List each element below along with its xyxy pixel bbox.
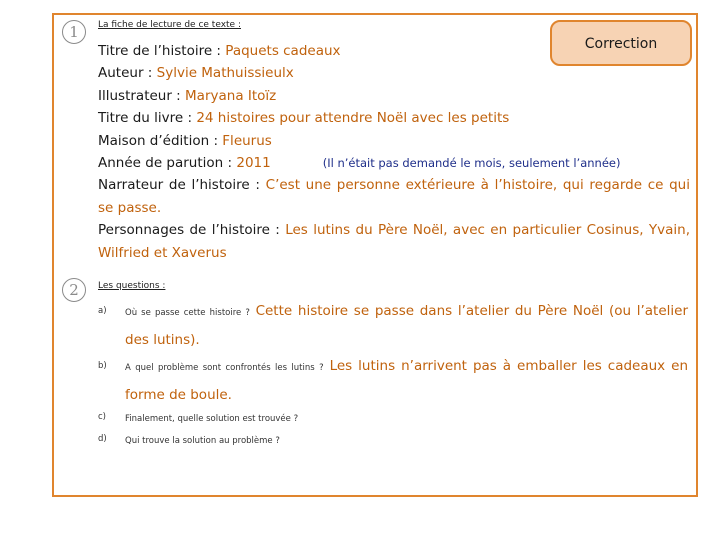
question-d	[98, 426, 688, 455]
sheet-answer: 24 histoires pour attendre Noël avec les petits	[196, 110, 510, 127]
sheet-answer: 2011	[236, 155, 271, 172]
sheet-row-book-title: Titre du livre : 24 histoires pour attendre Noël avec les petits	[98, 110, 510, 127]
question-text: Où se passe cette histoire ?	[125, 308, 250, 318]
sheet-answer: Fleurus	[222, 132, 272, 149]
question-text: Qui trouve la solution au problème ?	[125, 436, 280, 446]
section-2-title: Les questions :	[98, 281, 166, 291]
sheet-answer: Les lutins du Père Noël, avec en particulier Cosinus, Yvain, Wilfried et Xaverus	[98, 222, 691, 261]
question-answer: Cette histoire se passe dans l’atelier du Père Noël (ou l’atelier des lutins).	[125, 303, 689, 348]
question-b	[98, 353, 688, 409]
sheet-row-characters: Personnages de l’histoire : Les lutins du Père Noël, avec en particulier Cosinus, Yvain, Wilfried et Xaverus	[98, 222, 691, 261]
sheet-row-author: Auteur : Sylvie Mathuissieulx	[98, 65, 294, 82]
sheet-answer: C’est une personne extérieure à l’histoire, qui regarde ce qui se passe.	[98, 177, 690, 216]
question-answer: Les lutins n’arrivent pas à emballer les cadeaux en forme de boule.	[125, 358, 688, 403]
question-letter: a)	[98, 306, 107, 316]
question-letter: c)	[98, 412, 106, 422]
section-1-title: La fiche de lecture de ce texte :	[98, 20, 241, 30]
sheet-row-narrator: Narrateur de l’histoire : C’est une personne extérieure à l’histoire, qui regarde ce qui se passe.	[98, 177, 690, 216]
question-text: A quel problème sont confrontés les lutins ?	[125, 363, 324, 373]
sheet-answer: Maryana Itoïz	[185, 87, 277, 104]
section-2-number: 2	[62, 278, 86, 302]
sheet-row-publisher: Maison d’édition : Fleurus	[98, 132, 272, 149]
year-note: (Il n’était pas demandé le mois, seulement l’année)	[322, 156, 621, 171]
sheet-answer: Sylvie Mathuissieulx	[156, 65, 294, 82]
reading-sheet	[98, 40, 690, 264]
sheet-row-year: Année de parution : 2011 (Il n’était pas demandé le mois, seulement l’année)	[98, 155, 621, 172]
sheet-row-title: Titre de l’histoire : Paquets cadeaux	[98, 43, 341, 59]
question-a	[98, 298, 688, 354]
correction-badge: Correction	[550, 20, 692, 66]
sheet-answer: Paquets cadeaux	[225, 43, 341, 59]
question-text: Finalement, quelle solution est trouvée ?	[125, 414, 299, 424]
section-1-number: 1	[62, 20, 86, 44]
sheet-row-illustrator: Illustrateur : Maryana Itoïz	[98, 87, 277, 104]
question-letter: b)	[98, 361, 107, 371]
question-letter: d)	[98, 434, 107, 444]
